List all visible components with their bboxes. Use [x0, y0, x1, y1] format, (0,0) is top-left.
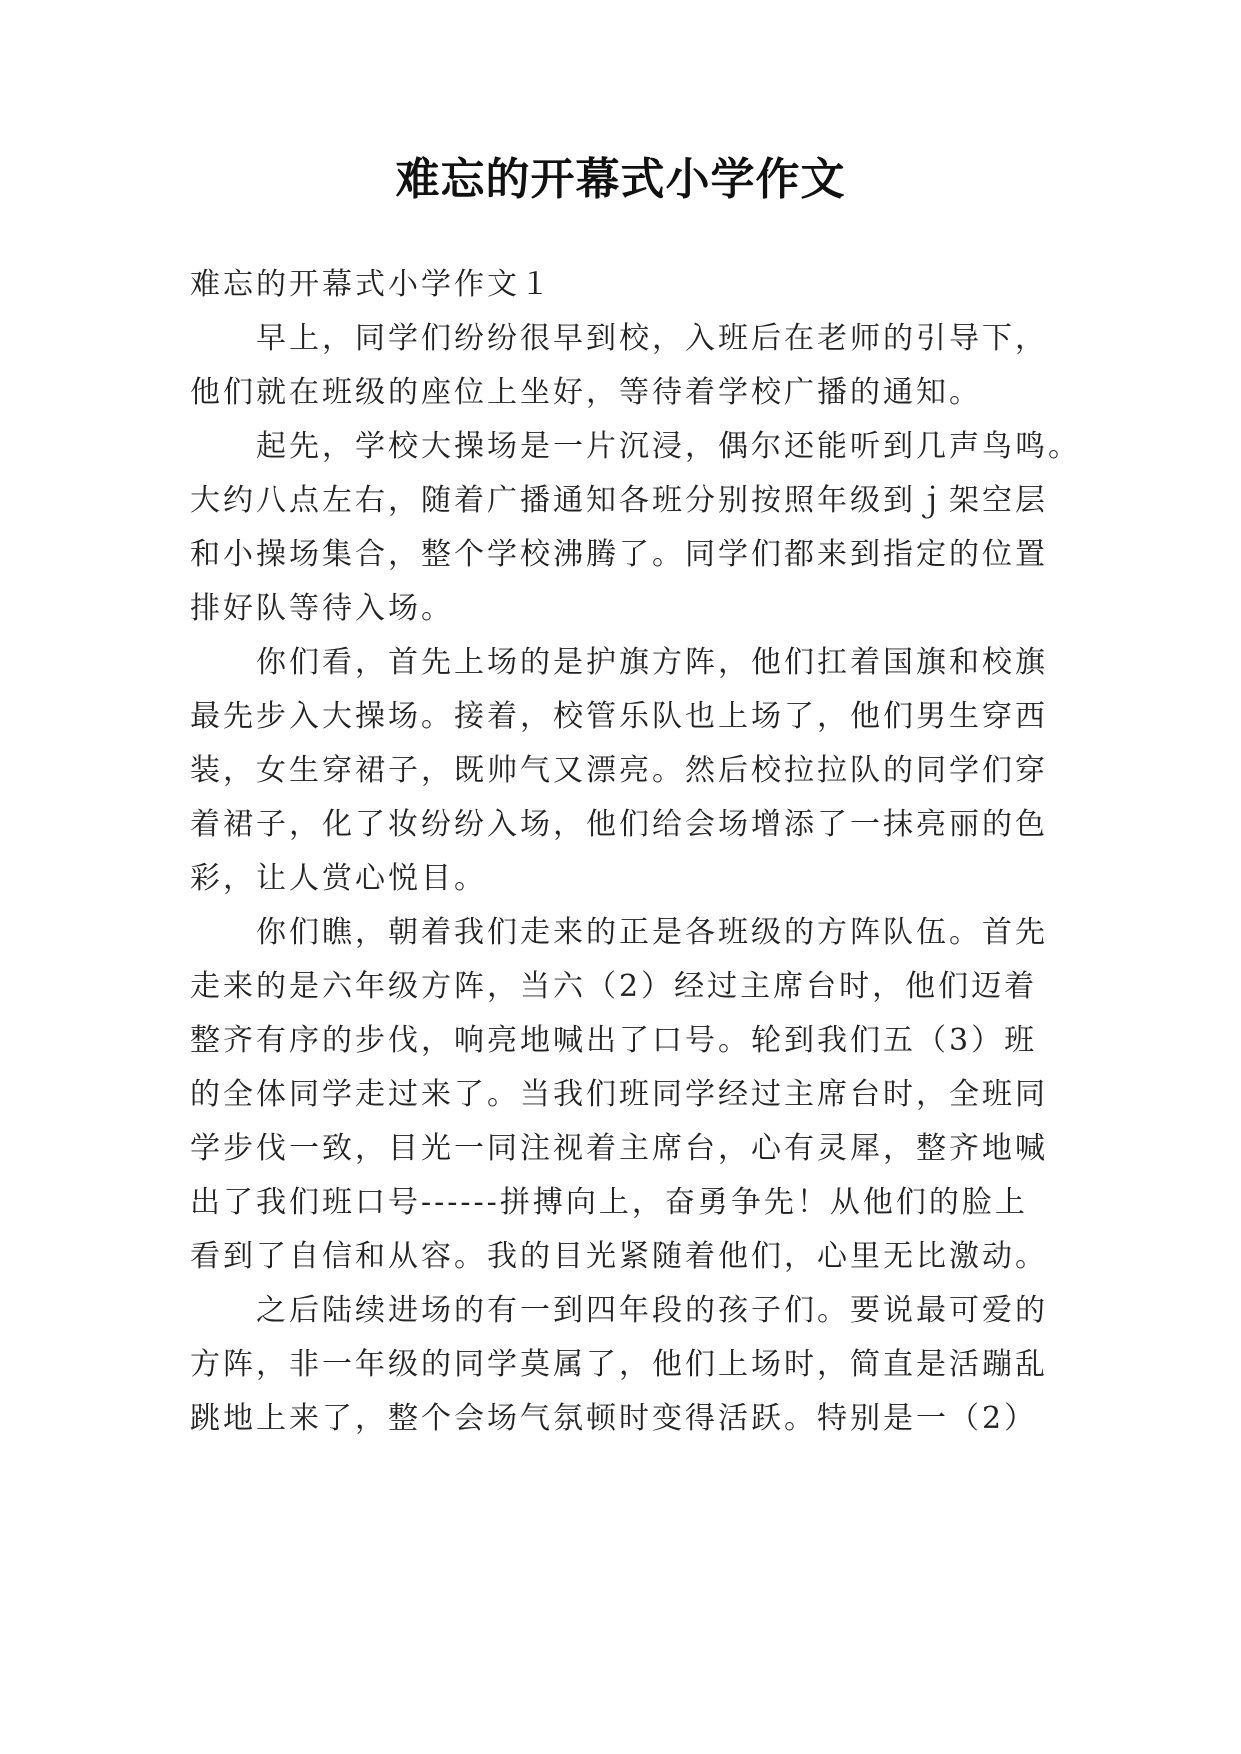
text-line: 出了我们班口号------拼搏向上，奋勇争先！从他们的脸上	[190, 1185, 1028, 1220]
text-line: 最先步入大操场。接着，校管乐队也上场了，他们男生穿西	[190, 699, 1048, 734]
essay-heading-line: 难忘的开幕式小学作文１	[190, 267, 553, 302]
text-line: 看到了自信和从容。我的目光紧随着他们，心里无比激动。	[190, 1239, 1048, 1274]
text-line: 跳地上来了，整个会场气氛顿时变得活跃。特别是一（2）	[190, 1401, 1038, 1436]
text-line: 早上，同学们纷纷很早到校，入班后在老师的引导下，	[256, 321, 1048, 356]
text-line: 起先，学校大操场是一片沉浸，偶尔还能听到几声鸟鸣。	[256, 429, 1081, 464]
text-line: 之后陆续进场的有一到四年段的孩子们。要说最可爱的	[256, 1293, 1048, 1328]
text-line: 排好队等待入场。	[190, 591, 454, 626]
document-title: 难忘的开幕式小学作文	[395, 154, 846, 205]
text-line: 着裙子，化了妆纷纷入场，他们给会场增添了一抹亮丽的色	[190, 807, 1048, 842]
text-line: 你们看，首先上场的是护旗方阵，他们扛着国旗和校旗	[256, 645, 1048, 680]
text-line: 的全体同学走过来了。当我们班同学经过主席台时，全班同	[190, 1077, 1048, 1112]
text-line: 他们就在班级的座位上坐好，等待着学校广播的通知。	[190, 375, 982, 410]
text-line: 装，女生穿裙子，既帅气又漂亮。然后校拉拉队的同学们穿	[190, 753, 1048, 788]
text-line: 方阵，非一年级的同学莫属了，他们上场时，简直是活蹦乱	[190, 1347, 1048, 1382]
text-line: 整齐有序的步伐，响亮地喊出了口号。轮到我们五（3）班	[190, 1023, 1038, 1058]
text-line: 和小操场集合，整个学校沸腾了。同学们都来到指定的位置	[190, 537, 1048, 572]
text-line: 你们瞧，朝着我们走来的正是各班级的方阵队伍。首先	[256, 915, 1048, 950]
text-line: 走来的是六年级方阵，当六（2）经过主席台时，他们迈着	[190, 969, 1038, 1004]
text-line: 彩，让人赏心悦目。	[190, 861, 487, 896]
text-line: 大约八点左右，随着广播通知各班分别按照年级到ｊ架空层	[190, 483, 1048, 518]
document-body	[190, 258, 1080, 1446]
text-line: 学步伐一致，目光一同注视着主席台，心有灵犀，整齐地喊	[190, 1131, 1048, 1166]
